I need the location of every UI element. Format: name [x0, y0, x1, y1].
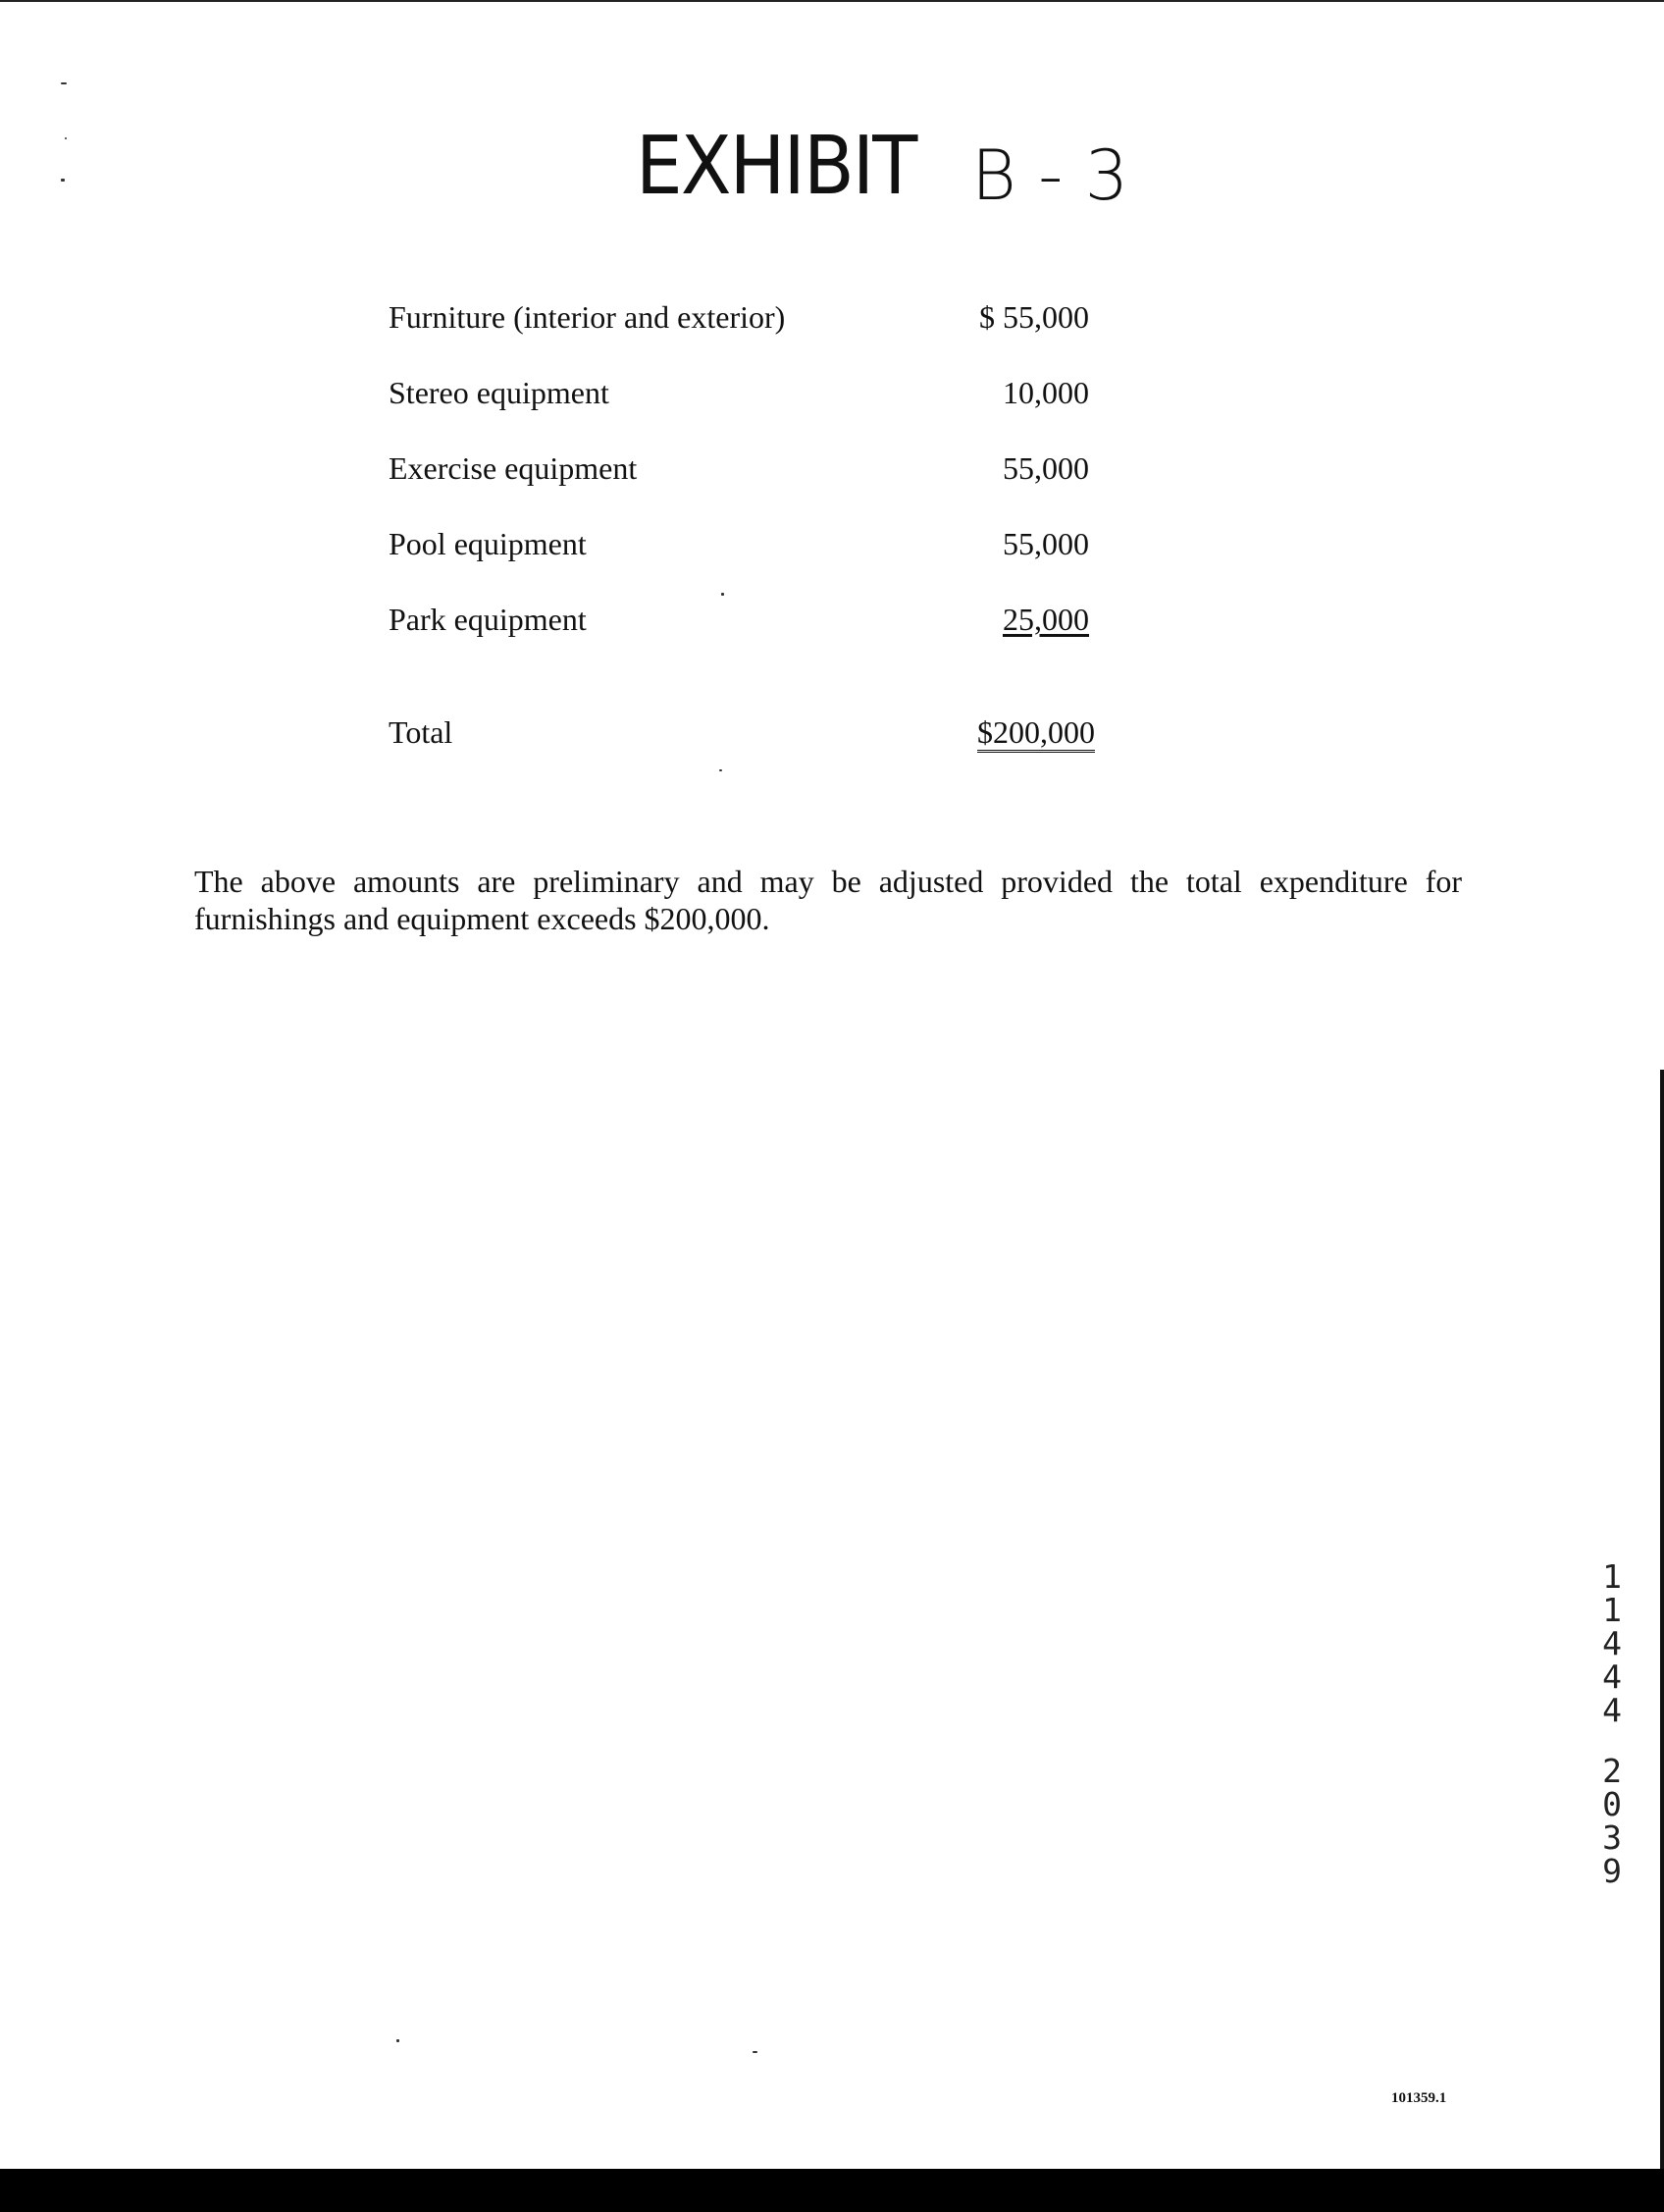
document-id: 101359.1 — [1391, 2090, 1447, 2106]
bates-digit: 2 — [1602, 1752, 1622, 1790]
bates-digit: 3 — [1602, 1818, 1622, 1857]
bates-digit: 9 — [1602, 1852, 1622, 1890]
cost-amount: 10,000 — [1003, 375, 1089, 410]
cost-label: Stereo equipment — [389, 375, 609, 410]
scan-edge-top — [0, 0, 1664, 2]
scan-speck — [396, 2039, 399, 2042]
total-amount: $200,000 — [977, 716, 1095, 753]
scan-edge-bottom — [0, 2169, 1664, 2212]
scan-edge-right — [1660, 1070, 1664, 2169]
cost-row — [389, 602, 1095, 677]
note-paragraph: The above amounts are preliminary and may be adjusted provided the total expenditure for furnishings and equipment exceeds $200,000. — [194, 864, 1462, 936]
cost-row — [389, 375, 1095, 450]
cost-row — [389, 450, 1095, 526]
bates-digit: 4 — [1602, 1691, 1622, 1729]
scan-speck — [753, 2051, 757, 2053]
exhibit-stamp — [0, 116, 1664, 224]
exhibit-word: EXHIBIT — [636, 120, 916, 213]
cost-label: Furniture (interior and exterior) — [389, 299, 786, 335]
total-amount-wrap — [977, 714, 1095, 753]
bates-digit: 4 — [1602, 1624, 1622, 1662]
cost-row — [389, 526, 1095, 602]
total-row — [389, 714, 1095, 790]
cost-label: Park equipment — [389, 602, 587, 637]
cost-amount: 55,000 — [1003, 450, 1089, 486]
bates-digit: 0 — [1602, 1785, 1622, 1823]
exhibit-number: B - 3 — [971, 135, 1129, 216]
cost-label: Exercise equipment — [389, 450, 638, 486]
bates-digit: 1 — [1602, 1557, 1622, 1596]
scan-speck — [61, 82, 67, 84]
cost-row — [389, 299, 1095, 375]
cost-amount: $ 55,000 — [979, 299, 1089, 335]
cost-amount: 25,000 — [1003, 602, 1089, 637]
total-label: Total — [389, 714, 453, 750]
bates-gap — [1597, 1727, 1627, 1755]
cost-amount: 55,000 — [1003, 526, 1089, 561]
cost-table — [389, 299, 1095, 790]
bates-digit: 1 — [1602, 1591, 1622, 1629]
bates-digit: 4 — [1602, 1658, 1622, 1696]
cost-label: Pool equipment — [389, 526, 587, 561]
bates-number — [1597, 1557, 1627, 1890]
